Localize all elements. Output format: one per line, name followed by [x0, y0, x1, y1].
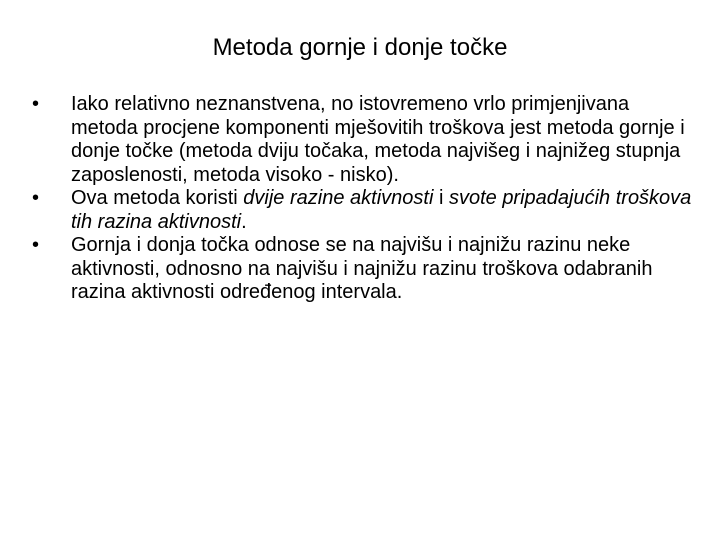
bullet-marker: •: [32, 187, 40, 209]
bullet-list: [30, 93, 700, 305]
bullet-2-emphasis-levels: dvije razine aktivnosti: [243, 187, 434, 209]
bullet-2-text-part-3: .: [241, 210, 247, 233]
bullet-2-text-part-2: i: [433, 187, 449, 209]
slide-content: [30, 93, 700, 305]
bullet-3-text: Gornja i donja točka odnose se na najvišu i najnižu razinu neke aktivnosti, odnosno na najvišu i najnižu razinu troškova odabranih razina aktivnosti određenog intervala.: [71, 234, 653, 303]
bullet-marker: •: [32, 93, 40, 115]
bullet-2-emphasis-costs: svote pripadajućih troškova tih razina aktivnosti: [71, 187, 692, 233]
slide-title: Metoda gornje i donje točke: [212, 34, 508, 61]
bullet-1-text: Iako relativno neznanstvena, no istovremeno vrlo primjenjivana metoda procjene komponenti mješovitih troškova jest metoda gornje i donje točke (metoda dviju točaka, metoda najvišeg i najnižeg stupnja zaposlenosti, metoda visoko - nisko).: [71, 93, 685, 186]
bullet-2-text-part-1: Ova metoda koristi: [71, 187, 244, 209]
bullet-item-2: [30, 187, 700, 234]
bullet-marker: •: [32, 234, 40, 256]
bullet-item-3: [30, 234, 700, 305]
bullet-item-1: [30, 93, 700, 187]
